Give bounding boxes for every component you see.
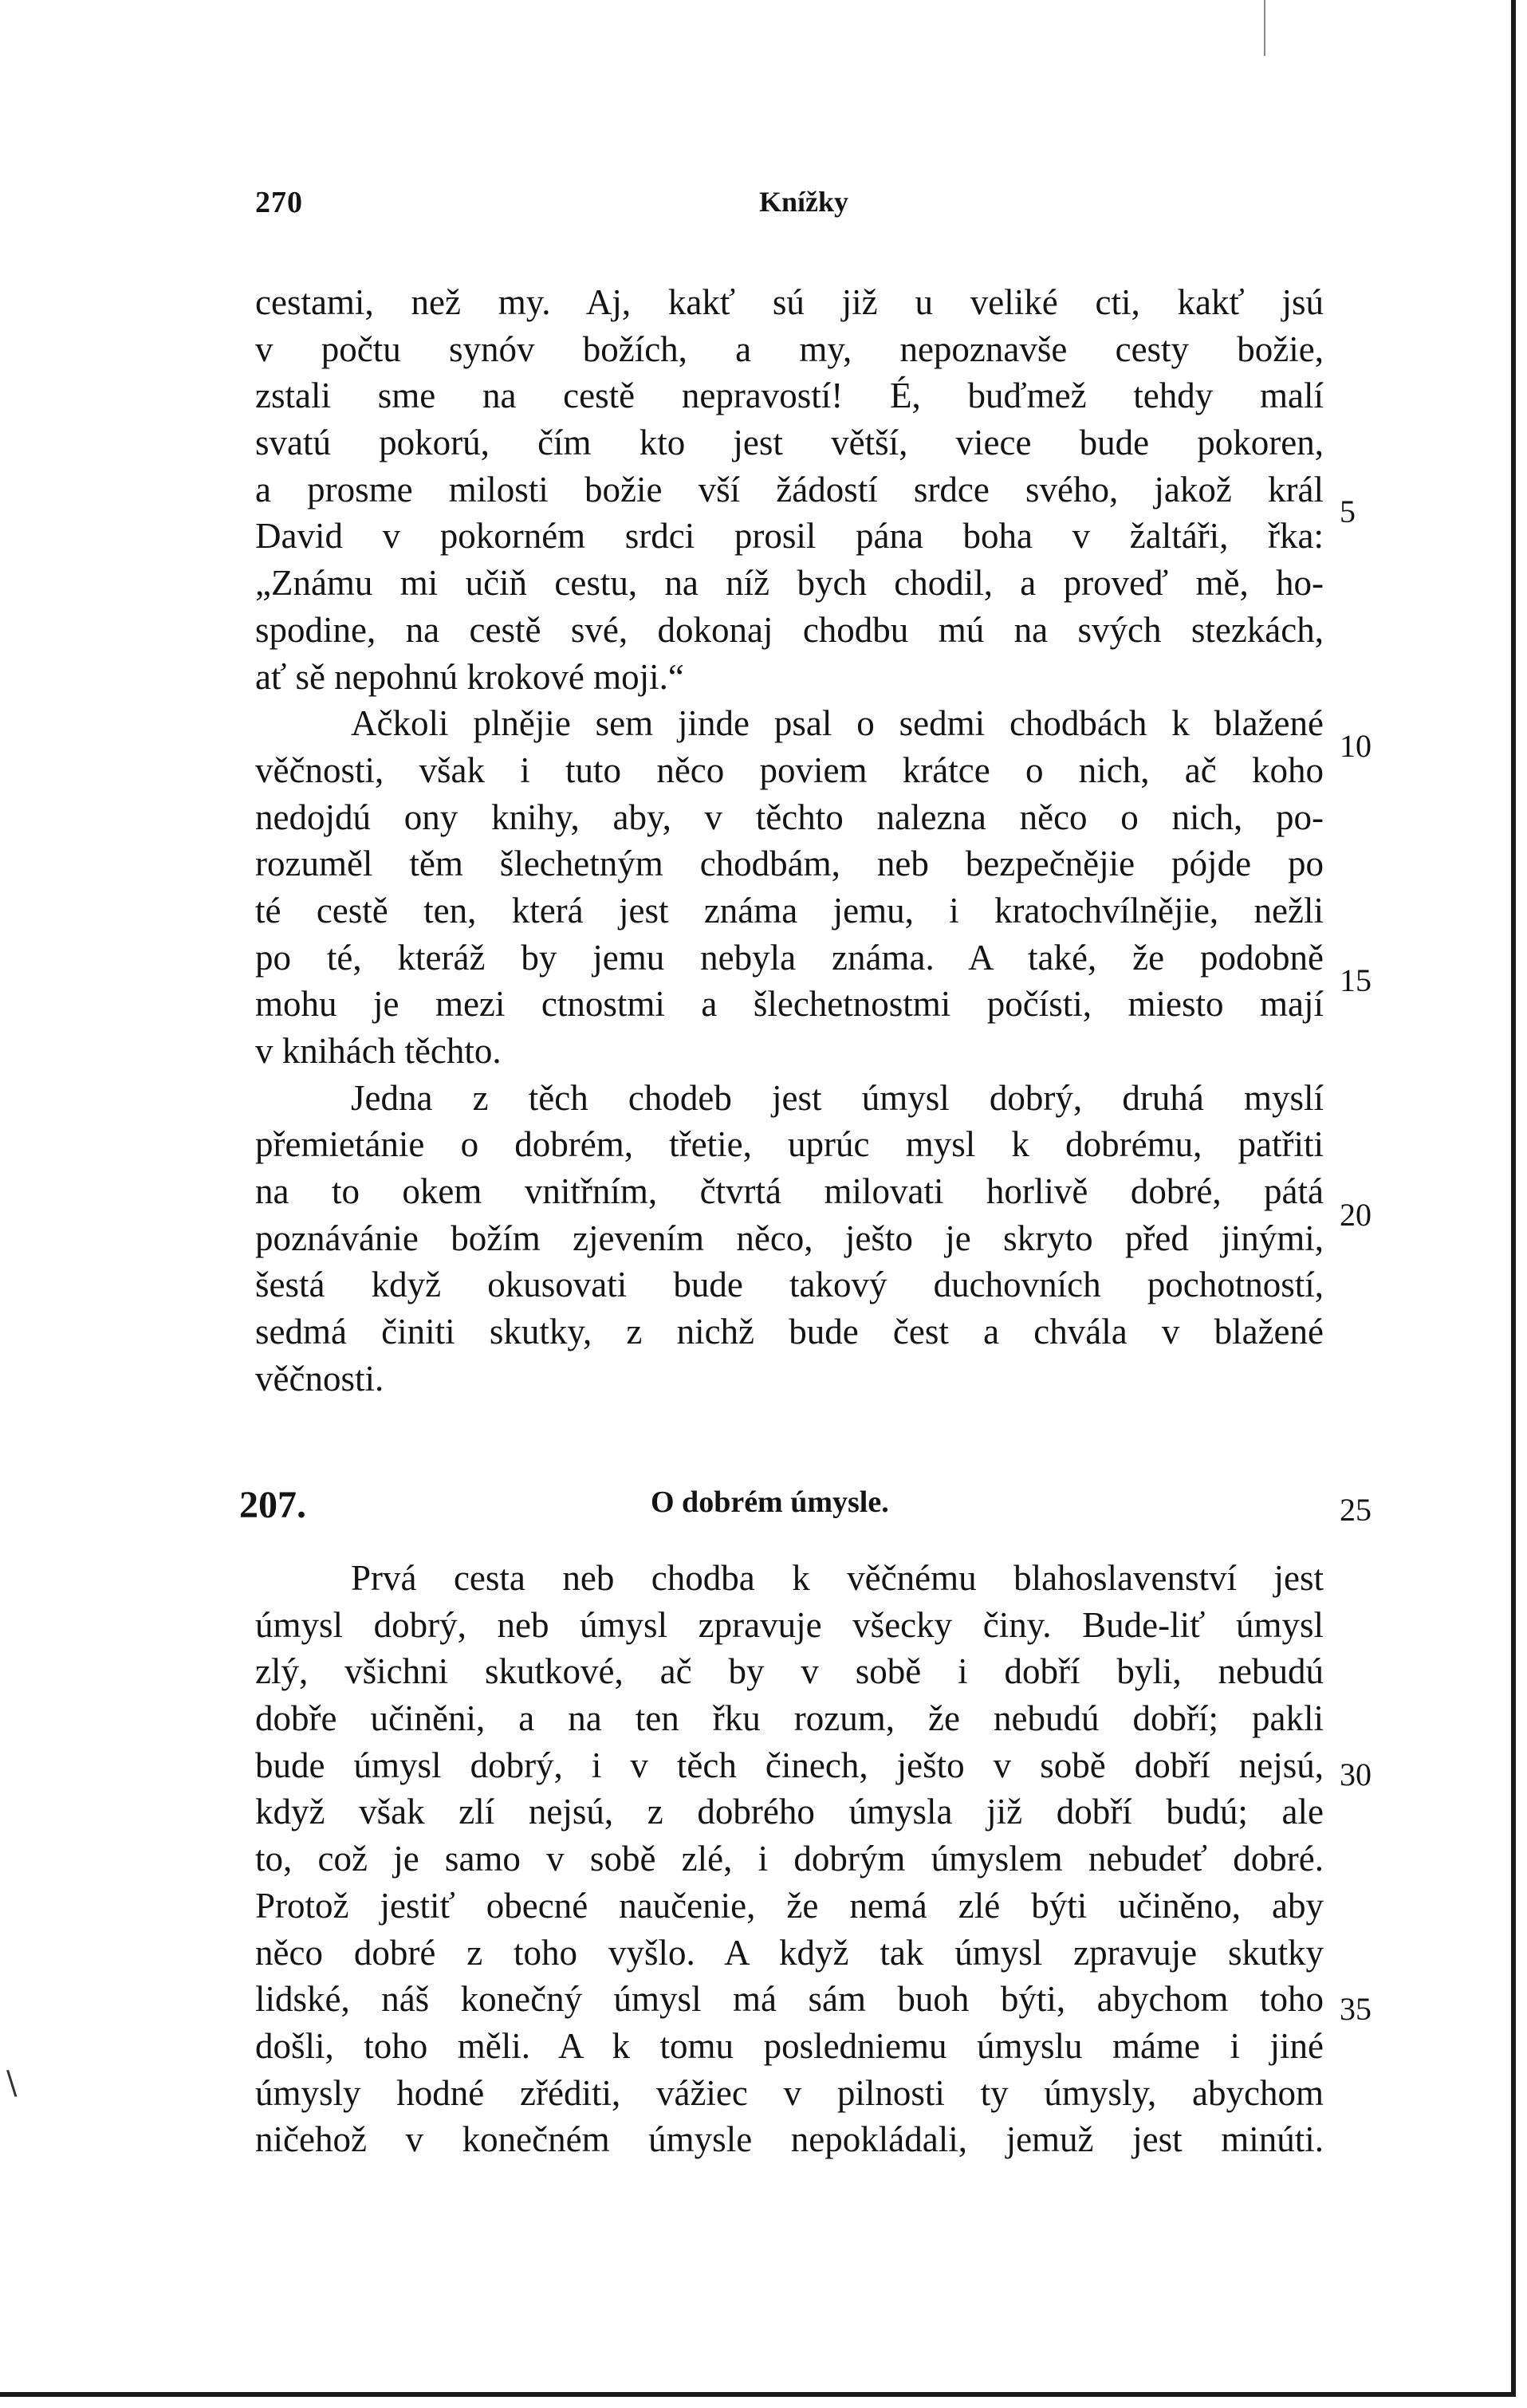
text-line: Ačkoli plnějie sem jinde psal o sedmi chodbách k blažené xyxy=(351,703,1324,744)
text-line: úmysl dobrý, neb úmysl zpravuje všecky činy. Bude-liť úmysl xyxy=(255,1604,1324,1645)
text-line: David v pokorném srdci prosil pána boha v žaltáři, řka: xyxy=(255,516,1324,557)
text-line: a prosme milosti božie vší žádostí srdce svého, jakož král xyxy=(255,469,1324,510)
section-title: O dobrém úmysle. xyxy=(651,1485,889,1519)
text-line: v knihách těchto. xyxy=(255,1031,502,1071)
text-line: poznávánie božím zjevením něco, ješto je skryto před jinými, xyxy=(255,1218,1324,1258)
text-line: Jedna z těch chodeb jest úmysl dobrý, druhá myslí xyxy=(351,1077,1324,1118)
text-line: „Známu mi učiň cestu, na níž bych chodil, a proveď mě, ho- xyxy=(255,563,1324,604)
page-number: 270 xyxy=(255,186,303,219)
text-line: ať sě nepohnú krokové moji.“ xyxy=(255,656,684,697)
line-number: 30 xyxy=(1340,1757,1372,1792)
line-number: 5 xyxy=(1340,494,1356,529)
line-number: 10 xyxy=(1340,728,1372,764)
text-line: lidské, náš konečný úmysl má sám buoh býti, abychom toho xyxy=(255,1979,1324,2020)
text-line: mohu je mezi ctnostmi a šlechetnostmi počísti, miesto mají xyxy=(255,984,1324,1025)
scan-edge-line xyxy=(1264,0,1265,56)
text-line: ničehož v konečném úmysle nepokládali, jemuž jest minúti. xyxy=(255,2119,1324,2160)
text-line: sedmá činiti skutky, z nichž bude čest a chvála v blažené xyxy=(255,1312,1324,1352)
text-line: úmysly hodné zřéditi, vážiec v pilnosti ty úmysly, abychom xyxy=(255,2072,1324,2113)
margin-mark: \ xyxy=(6,2065,18,2102)
text-line: věčnosti. xyxy=(255,1358,384,1399)
text-line: v počtu synóv božích, a my, nepoznavše cesty božie, xyxy=(255,329,1324,369)
text-line: to, což je samo v sobě zlé, i dobrým úmyslem nebudeť dobré. xyxy=(255,1839,1324,1879)
text-line: něco dobré z toho vyšlo. A když tak úmysl zpravuje skutky xyxy=(255,1932,1324,1973)
line-number: 15 xyxy=(1340,962,1372,998)
text-line: když však zlí nejsú, z dobrého úmysla již dobří budú; ale xyxy=(255,1792,1324,1832)
section-heading xyxy=(239,1483,1324,1539)
text-line: zstali sme na cestě nepravostí! É, buďmež tehdy malí xyxy=(255,376,1324,416)
text-line: Protož jestiť obecné naučenie, že nemá zlé býti učiněno, aby xyxy=(255,1885,1324,1926)
text-line: na to okem vnitřním, čtvrtá milovati horlivě dobré, pátá xyxy=(255,1171,1324,1212)
text-line: šestá když okusovati bude takový duchovních pochotností, xyxy=(255,1265,1324,1305)
line-number: 20 xyxy=(1340,1197,1372,1233)
line-number: 35 xyxy=(1340,1991,1372,2027)
text-line: došli, toho měli. A k tomu posledniemu úmyslu máme i jiné xyxy=(255,2025,1324,2066)
text-block-1 xyxy=(255,279,1324,1403)
text-line: po té, kteráž by jemu nebyla známa. A také, že podobně xyxy=(255,937,1324,978)
line-number: 25 xyxy=(1340,1492,1372,1528)
text-line: nedojdú ony knihy, aby, v těchto nalezna něco o nich, po- xyxy=(255,797,1324,837)
text-line: bude úmysl dobrý, i v těch činech, ješto v sobě dobří nejsú, xyxy=(255,1745,1324,1785)
text-block-2 xyxy=(255,1555,1324,2163)
text-line: Prvá cesta neb chodba k věčnému blahoslavenství jest xyxy=(351,1558,1324,1598)
section-number: 207. xyxy=(239,1484,306,1526)
text-line: spodine, na cestě své, dokonaj chodbu mú na svých stezkách, xyxy=(255,609,1324,650)
text-line: dobře učiněni, a na ten řku rozum, že nebudú dobří; pakli xyxy=(255,1698,1324,1739)
text-line: věčnosti, však i tuto něco poviem krátce o nich, ač koho xyxy=(255,750,1324,790)
text-line: cestami, než my. Aj, kakť sú již u veliké cti, kakť jsú xyxy=(255,282,1324,322)
text-line: přemietánie o dobrém, třetie, uprúc mysl k dobrému, patřiti xyxy=(255,1124,1324,1165)
text-line: zlý, všichni skutkové, ač by v sobě i dobří byli, nebudú xyxy=(255,1651,1324,1692)
text-line: svatú pokorú, čím kto jest větší, viece bude pokoren, xyxy=(255,423,1324,463)
text-line: rozuměl těm šlechetným chodbám, neb bezpečnějie pójde po xyxy=(255,844,1324,884)
text-line: té cestě ten, která jest známa jemu, i kratochvílnějie, nežli xyxy=(255,890,1324,931)
running-title: Knížky xyxy=(759,186,849,218)
page-header xyxy=(255,185,1324,233)
